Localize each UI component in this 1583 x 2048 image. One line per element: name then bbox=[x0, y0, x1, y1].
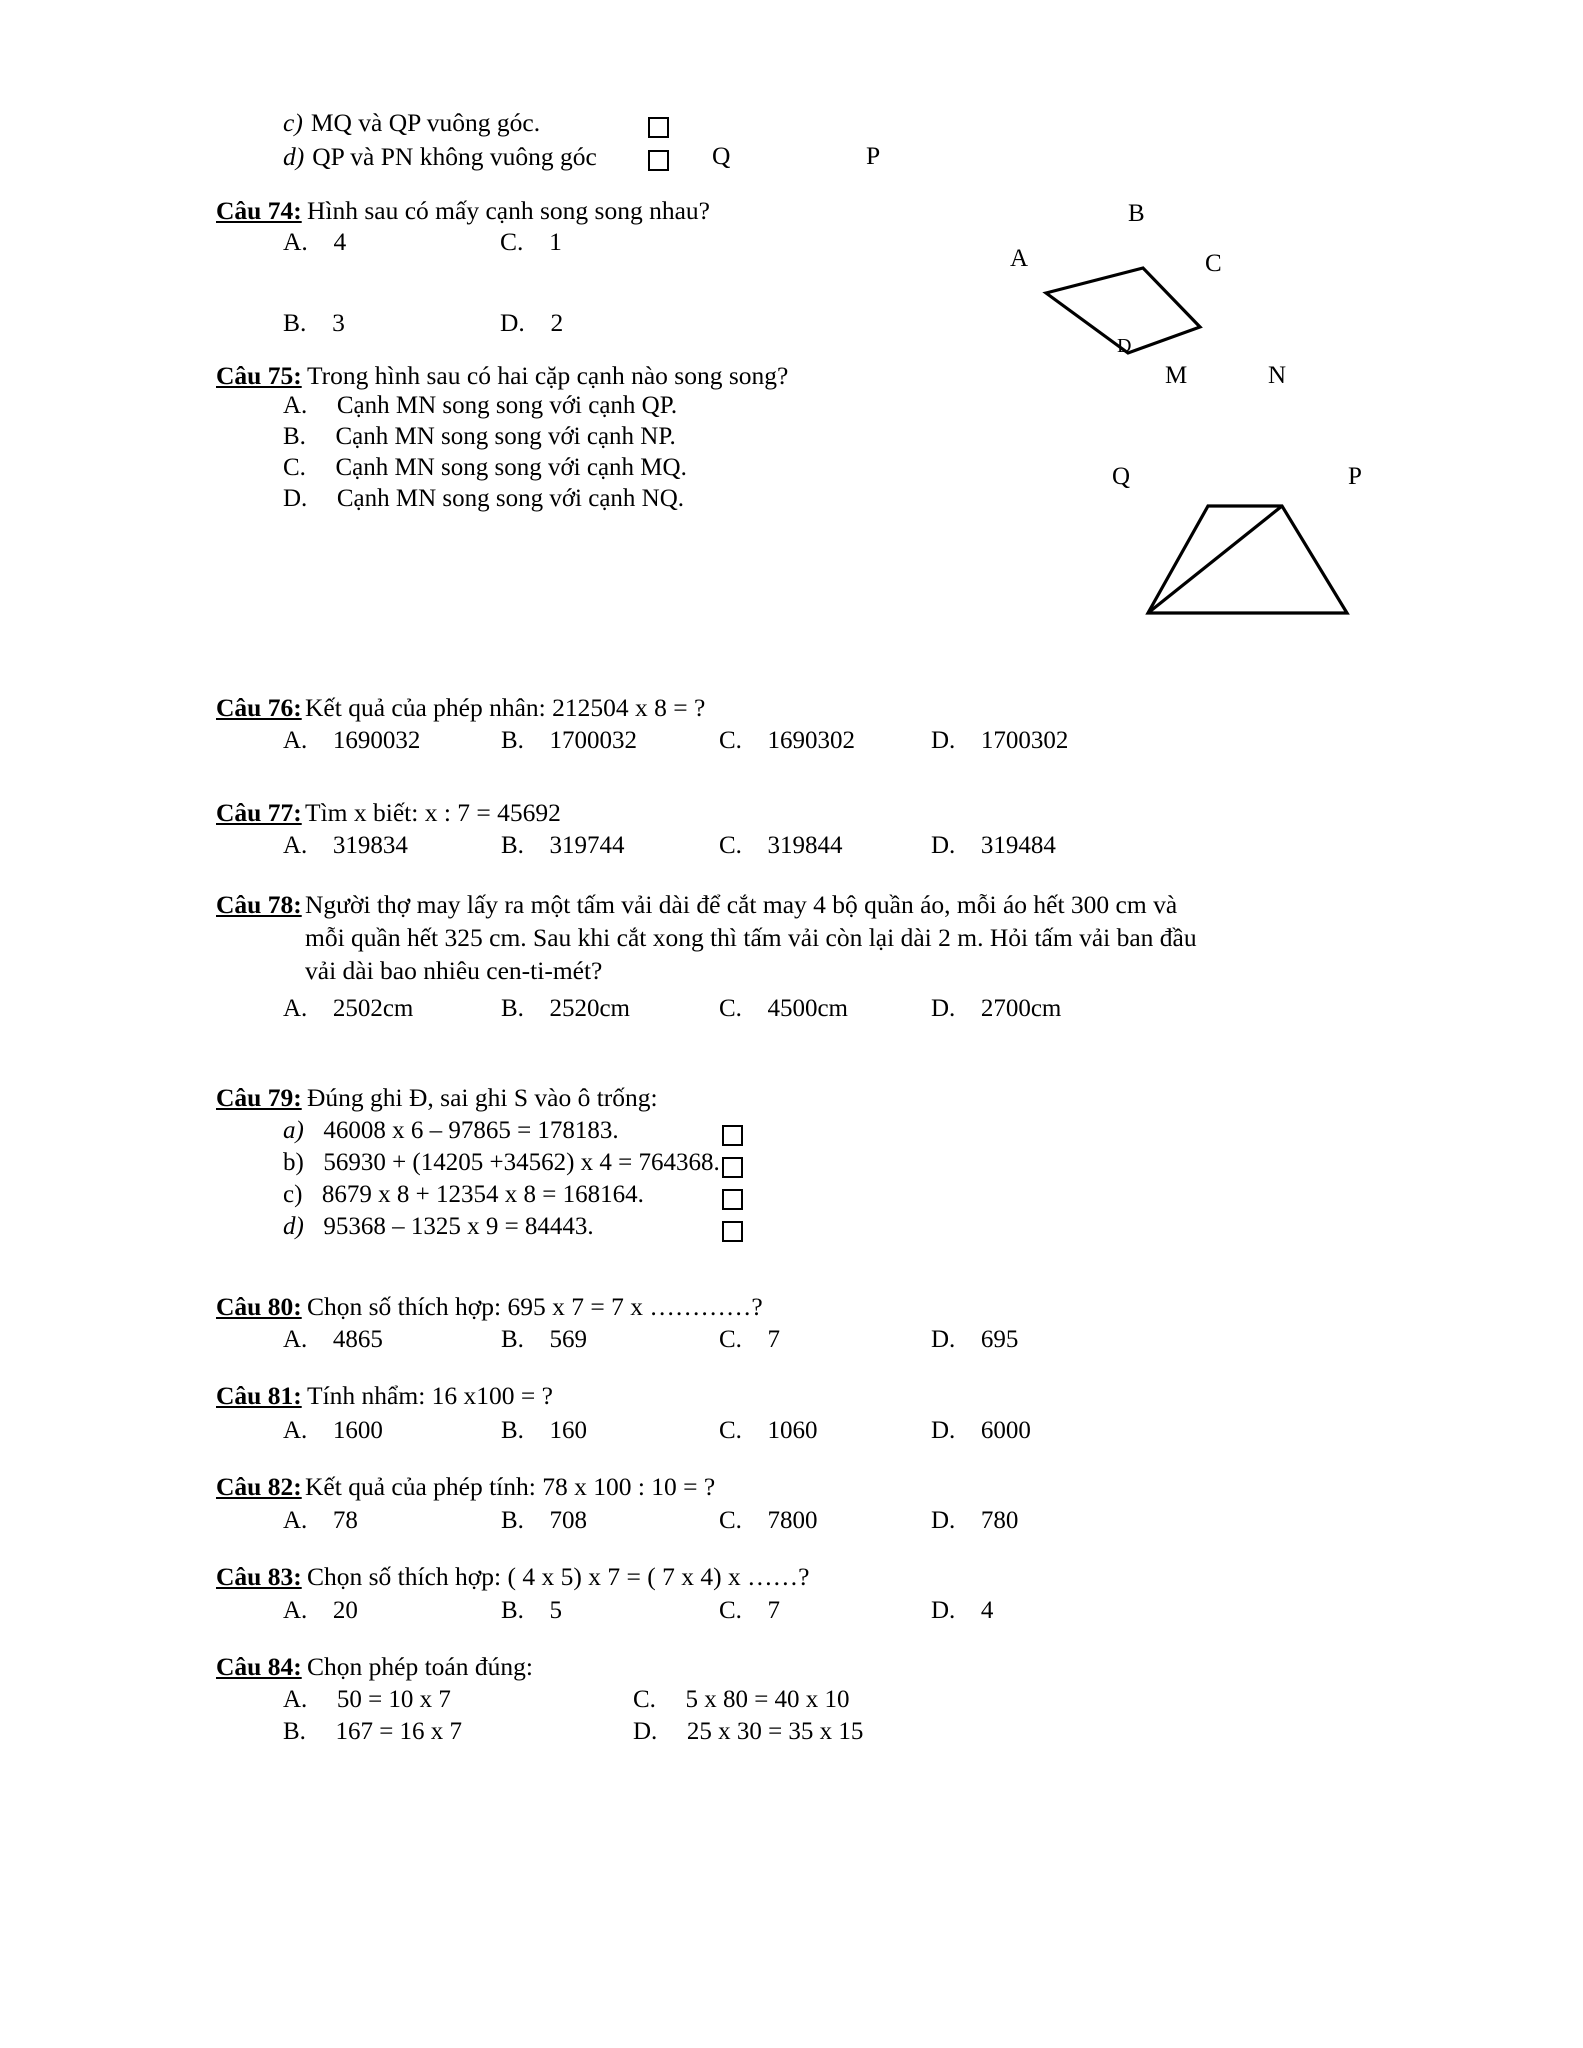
option-key: A. bbox=[283, 1686, 308, 1713]
checkbox-79-a[interactable] bbox=[722, 1125, 743, 1146]
option-value: 1060 bbox=[767, 1417, 818, 1444]
options-80 bbox=[283, 1326, 1018, 1354]
option-76-C[interactable] bbox=[719, 727, 931, 755]
option-key: B. bbox=[501, 1326, 524, 1353]
option-key: A. bbox=[283, 1417, 308, 1444]
option-value: 7800 bbox=[767, 1507, 818, 1534]
option-key: B. bbox=[501, 995, 524, 1022]
option-82-B[interactable] bbox=[501, 1507, 719, 1535]
option-82-D[interactable] bbox=[931, 1507, 1018, 1535]
option-value: 319834 bbox=[332, 832, 408, 859]
option-key: B. bbox=[283, 308, 307, 337]
carryover-text-d: QP và PN không vuông góc bbox=[312, 142, 597, 171]
option-value: 1690032 bbox=[332, 727, 421, 754]
option-key: B. bbox=[501, 1507, 524, 1534]
option-key: B. bbox=[501, 832, 524, 859]
option-key: A. bbox=[283, 832, 308, 859]
option-value: Cạnh MN song song với cạnh NP. bbox=[335, 423, 676, 450]
option-key: A. bbox=[283, 727, 308, 754]
option-84-D[interactable] bbox=[633, 1718, 863, 1746]
option-80-A[interactable] bbox=[283, 1326, 501, 1354]
option-key: D. bbox=[500, 308, 525, 337]
question-stem-78-line1: Người thợ may lấy ra một tấm vải dài để cắt may 4 bộ quần áo, mỗi áo hết 300 cm và bbox=[305, 890, 1178, 919]
option-74-A[interactable] bbox=[283, 227, 346, 257]
question-stem-83: Chọn số thích hợp: ( 4 x 5) x 7 = ( 7 x 4) x ……? bbox=[307, 1562, 810, 1591]
figure-rhombus-abcd bbox=[1000, 190, 1240, 360]
trapezoid-shape bbox=[1148, 506, 1347, 613]
option-key: D. bbox=[931, 1597, 956, 1624]
question-label-79: Câu 79: bbox=[216, 1083, 302, 1112]
question-stem-80: Chọn số thích hợp: 695 x 7 = 7 x …………? bbox=[307, 1292, 763, 1321]
option-76-D[interactable] bbox=[931, 727, 1068, 755]
trapezoid-svg bbox=[1090, 360, 1380, 660]
option-value: 20 bbox=[332, 1597, 358, 1624]
item-text: 56930 + (14205 +34562) x 4 = 764368. bbox=[323, 1149, 720, 1176]
question-label-80: Câu 80: bbox=[216, 1292, 302, 1321]
option-value: Cạnh MN song song với cạnh NQ. bbox=[336, 485, 685, 512]
option-78-A[interactable] bbox=[283, 995, 501, 1023]
option-key: B. bbox=[283, 423, 306, 450]
option-80-D[interactable] bbox=[931, 1326, 1018, 1354]
option-value: 708 bbox=[549, 1507, 587, 1534]
question-label-76: Câu 76: bbox=[216, 693, 302, 722]
question-stem-82: Kết quả của phép tính: 78 x 100 : 10 = ? bbox=[305, 1472, 716, 1501]
checkbox-79-c[interactable] bbox=[722, 1189, 743, 1210]
option-key: B. bbox=[283, 1718, 306, 1745]
option-77-B[interactable] bbox=[501, 832, 719, 860]
option-value: 569 bbox=[549, 1326, 587, 1353]
option-value: 7 bbox=[767, 1597, 780, 1624]
question-stem-78-line3: vải dài bao nhiêu cen-ti-mét? bbox=[305, 956, 603, 985]
question-stem-81: Tính nhẩm: 16 x100 = ? bbox=[307, 1381, 553, 1410]
stray-label-q: Q bbox=[712, 141, 731, 170]
question-stem-74: Hình sau có mấy cạnh song song nhau? bbox=[307, 196, 710, 225]
option-81-A[interactable] bbox=[283, 1417, 501, 1445]
option-value: 78 bbox=[332, 1507, 358, 1534]
option-key: B. bbox=[501, 727, 524, 754]
option-81-D[interactable] bbox=[931, 1417, 1031, 1445]
option-value: 4 bbox=[333, 227, 347, 256]
question-label-75: Câu 75: bbox=[216, 361, 302, 390]
question-label-74: Câu 74: bbox=[216, 196, 302, 225]
option-84-C[interactable] bbox=[633, 1686, 850, 1714]
options-77 bbox=[283, 832, 1056, 860]
question-label-83: Câu 83: bbox=[216, 1562, 302, 1591]
item-letter: d) bbox=[283, 1213, 304, 1240]
option-value: 3 bbox=[332, 308, 345, 337]
option-key: A. bbox=[283, 227, 308, 256]
option-84-A[interactable] bbox=[283, 1686, 451, 1714]
option-76-B[interactable] bbox=[501, 727, 719, 755]
carryover-letter-c: c) bbox=[283, 108, 303, 137]
option-value: 695 bbox=[980, 1326, 1019, 1353]
question-label-81: Câu 81: bbox=[216, 1381, 302, 1410]
options-83 bbox=[283, 1597, 993, 1625]
vertex-label-p: P bbox=[1348, 463, 1362, 490]
option-value: Cạnh MN song song với cạnh QP. bbox=[336, 392, 678, 419]
option-key: C. bbox=[719, 1417, 742, 1444]
item-letter: c) bbox=[283, 1181, 303, 1208]
option-key: A. bbox=[283, 995, 308, 1022]
option-83-A[interactable] bbox=[283, 1597, 501, 1625]
option-key: D. bbox=[283, 485, 308, 512]
item-79-d bbox=[283, 1213, 594, 1241]
option-80-C[interactable] bbox=[719, 1326, 931, 1354]
option-key: A. bbox=[283, 392, 308, 419]
option-84-B[interactable] bbox=[283, 1718, 462, 1746]
option-83-B[interactable] bbox=[501, 1597, 719, 1625]
option-81-B[interactable] bbox=[501, 1417, 719, 1445]
option-value: 160 bbox=[549, 1417, 587, 1444]
option-key: A. bbox=[283, 1507, 308, 1534]
option-value: 1 bbox=[549, 227, 562, 256]
checkbox-carryover-c[interactable] bbox=[648, 117, 669, 138]
option-value: 4 bbox=[980, 1597, 994, 1624]
options-78 bbox=[283, 995, 1061, 1023]
option-key: D. bbox=[931, 1417, 956, 1444]
question-label-82: Câu 82: bbox=[216, 1472, 302, 1501]
item-79-b bbox=[283, 1149, 720, 1177]
option-value: 2502cm bbox=[332, 995, 414, 1022]
option-80-B[interactable] bbox=[501, 1326, 719, 1354]
vertex-label-c: C bbox=[1205, 250, 1222, 277]
option-key: C. bbox=[633, 1686, 656, 1713]
carryover-item-c bbox=[283, 108, 540, 138]
option-key: C. bbox=[500, 227, 524, 256]
option-key: D. bbox=[931, 727, 956, 754]
item-79-c bbox=[283, 1181, 644, 1209]
option-77-A[interactable] bbox=[283, 832, 501, 860]
option-key: D. bbox=[931, 995, 956, 1022]
option-78-C[interactable] bbox=[719, 995, 931, 1023]
question-stem-84: Chọn phép toán đúng: bbox=[307, 1652, 533, 1681]
item-letter: b) bbox=[283, 1149, 304, 1176]
option-value: 5 x 80 = 40 x 10 bbox=[685, 1686, 850, 1713]
trapezoid-diagonal-qn bbox=[1148, 506, 1282, 613]
option-75-A[interactable] bbox=[283, 392, 677, 420]
options-76 bbox=[283, 727, 1068, 755]
option-value: 1700302 bbox=[980, 727, 1069, 754]
question-stem-78-line2: mỗi quần hết 325 cm. Sau khi cắt xong thì tấm vải còn lại dài 2 m. Hỏi tấm vải ban đầu bbox=[305, 923, 1197, 952]
checkbox-carryover-d[interactable] bbox=[648, 150, 669, 171]
carryover-item-d bbox=[283, 142, 597, 172]
option-75-C[interactable] bbox=[283, 454, 687, 482]
option-key: B. bbox=[501, 1597, 524, 1624]
option-value: 319484 bbox=[980, 832, 1056, 859]
option-value: 1700032 bbox=[549, 727, 637, 754]
option-78-B[interactable] bbox=[501, 995, 719, 1023]
question-label-78: Câu 78: bbox=[216, 890, 302, 919]
option-value: 2520cm bbox=[549, 995, 630, 1022]
question-label-77: Câu 77: bbox=[216, 798, 302, 827]
option-77-C[interactable] bbox=[719, 832, 931, 860]
option-value: 780 bbox=[980, 1507, 1019, 1534]
option-key: C. bbox=[719, 995, 742, 1022]
item-79-a bbox=[283, 1117, 619, 1145]
vertex-label-b: B bbox=[1128, 200, 1145, 227]
question-stem-79: Đúng ghi Đ, sai ghi S vào ô trống: bbox=[307, 1083, 658, 1112]
option-key: C. bbox=[719, 832, 742, 859]
item-text: 46008 x 6 – 97865 = 178183. bbox=[323, 1117, 619, 1144]
question-label-84: Câu 84: bbox=[216, 1652, 302, 1681]
option-key: C. bbox=[283, 454, 306, 481]
option-75-B[interactable] bbox=[283, 423, 676, 451]
question-stem-75: Trong hình sau có hai cặp cạnh nào song song? bbox=[307, 361, 789, 390]
option-83-C[interactable] bbox=[719, 1597, 931, 1625]
option-value: 4500cm bbox=[767, 995, 848, 1022]
option-81-C[interactable] bbox=[719, 1417, 931, 1445]
option-value: 2 bbox=[550, 308, 564, 337]
option-key: A. bbox=[283, 1597, 308, 1624]
carryover-letter-d: d) bbox=[283, 142, 305, 171]
vertex-label-q: Q bbox=[1112, 463, 1131, 490]
vertex-label-n: N bbox=[1268, 362, 1287, 389]
option-82-A[interactable] bbox=[283, 1507, 501, 1535]
vertex-label-a: A bbox=[1010, 245, 1029, 272]
item-letter: a) bbox=[283, 1117, 304, 1144]
option-76-A[interactable] bbox=[283, 727, 501, 755]
option-74-B[interactable] bbox=[283, 308, 345, 338]
option-value: 7 bbox=[767, 1326, 780, 1353]
option-value: 5 bbox=[549, 1597, 562, 1624]
option-key: D. bbox=[931, 832, 956, 859]
option-74-D[interactable] bbox=[500, 308, 563, 338]
option-key: D. bbox=[931, 1326, 956, 1353]
option-key: C. bbox=[719, 1597, 742, 1624]
option-key: D. bbox=[633, 1718, 658, 1745]
option-value: 319744 bbox=[549, 832, 625, 859]
option-value: 1600 bbox=[332, 1417, 383, 1444]
options-82 bbox=[283, 1507, 1018, 1535]
option-value: 1690302 bbox=[767, 727, 855, 754]
figure-trapezoid-mnpq bbox=[1090, 360, 1380, 660]
option-value: 50 = 10 x 7 bbox=[336, 1686, 451, 1713]
option-key: D. bbox=[931, 1507, 956, 1534]
option-83-D[interactable] bbox=[931, 1597, 993, 1625]
question-stem-77: Tìm x biết: x : 7 = 45692 bbox=[305, 798, 561, 827]
checkbox-79-b[interactable] bbox=[722, 1157, 743, 1178]
option-value: 4865 bbox=[332, 1326, 383, 1353]
item-text: 8679 x 8 + 12354 x 8 = 168164. bbox=[321, 1181, 644, 1208]
option-key: A. bbox=[283, 1326, 308, 1353]
vertex-label-m: M bbox=[1165, 362, 1188, 389]
option-value: 319844 bbox=[767, 832, 843, 859]
option-77-D[interactable] bbox=[931, 832, 1056, 860]
option-74-C[interactable] bbox=[500, 227, 562, 257]
option-78-D[interactable] bbox=[931, 995, 1061, 1023]
option-value: 25 x 30 = 35 x 15 bbox=[686, 1718, 864, 1745]
carryover-text-c: MQ và QP vuông góc. bbox=[310, 108, 541, 137]
checkbox-79-d[interactable] bbox=[722, 1221, 743, 1242]
question-stem-76: Kết quả của phép nhân: 212504 x 8 = ? bbox=[305, 693, 706, 722]
vertex-label-d: D bbox=[1117, 335, 1132, 357]
options-81 bbox=[283, 1417, 1031, 1445]
option-value: 2700cm bbox=[980, 995, 1062, 1022]
option-key: C. bbox=[719, 1507, 742, 1534]
option-key: B. bbox=[501, 1417, 524, 1444]
option-75-D[interactable] bbox=[283, 485, 684, 513]
option-key: C. bbox=[719, 727, 742, 754]
item-text: 95368 – 1325 x 9 = 84443. bbox=[323, 1213, 594, 1240]
option-value: 167 = 16 x 7 bbox=[335, 1718, 463, 1745]
option-value: 6000 bbox=[980, 1417, 1031, 1444]
stray-label-p: P bbox=[866, 141, 881, 170]
option-82-C[interactable] bbox=[719, 1507, 931, 1535]
option-value: Cạnh MN song song với cạnh MQ. bbox=[335, 454, 687, 481]
option-key: C. bbox=[719, 1326, 742, 1353]
